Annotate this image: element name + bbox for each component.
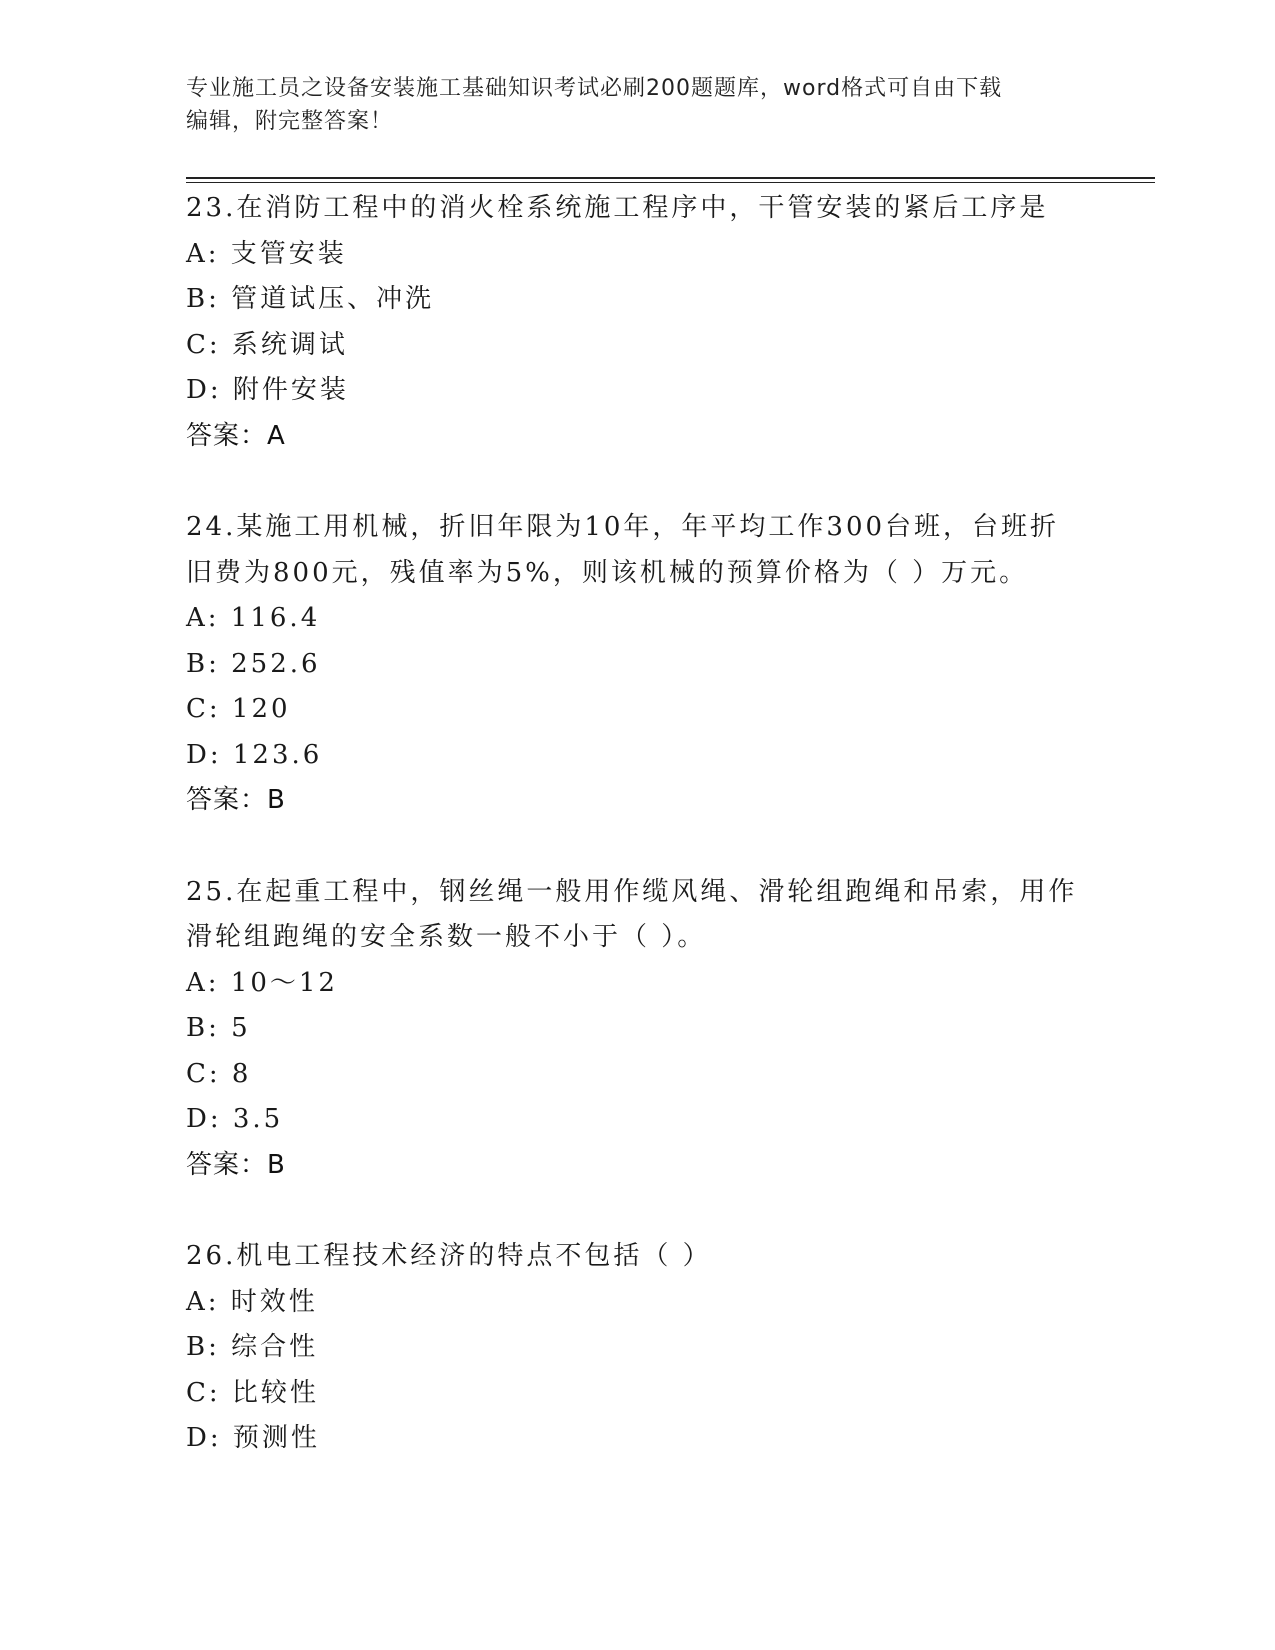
option-c: C: 系统调试 [186, 329, 348, 360]
header-line-2: 编辑，附完整答案！ [186, 109, 394, 134]
option-c: C: 120 [186, 694, 291, 724]
option-c: C: 8 [186, 1058, 252, 1089]
header-line-1: 专业施工员之设备安装施工基础知识考试必刷200题题库，word格式可自由下载 [186, 76, 1003, 101]
option-b: B: 252.6 [186, 648, 321, 679]
question-24 [186, 505, 1086, 824]
option-c: C: 比较性 [186, 1377, 319, 1408]
question-stem-line-2: 旧费为800元，残值率为5%，则该机械的预算价格为（ ）万元。 [186, 557, 1029, 588]
question-26 [186, 1234, 1086, 1462]
question-spacer [186, 1188, 1086, 1234]
option-d: D: 3.5 [186, 1104, 284, 1134]
header-divider-thin [186, 182, 1155, 183]
option-a: A: 10～12 [186, 967, 338, 998]
header-divider-thick [186, 177, 1155, 179]
option-d: D: 附件安装 [186, 375, 349, 405]
question-25 [186, 870, 1086, 1189]
option-d: D: 123.6 [186, 739, 323, 770]
question-stem-line-1: 25.在起重工程中，钢丝绳一般用作缆风绳、滑轮组跑绳和吊索，用作 [186, 876, 1078, 907]
option-b: B: 综合性 [186, 1332, 319, 1362]
option-b: B: 5 [186, 1013, 251, 1043]
answer-line: 答案：A [186, 420, 286, 451]
document-header [186, 72, 1066, 138]
question-stem-line-2: 滑轮组跑绳的安全系数一般不小于（ ）。 [186, 922, 707, 952]
answer-line: 答案：B [186, 785, 286, 815]
question-stem: 26.机电工程技术经济的特点不包括（ ） [186, 1241, 712, 1271]
question-stem-line-1: 24.某施工用机械，折旧年限为10年，年平均工作300台班，台班折 [186, 512, 1060, 542]
question-stem: 23.在消防工程中的消火栓系统施工程序中，干管安装的紧后工序是 [186, 193, 1049, 223]
option-a: A: 支管安装 [186, 238, 347, 269]
question-list [186, 186, 1086, 1462]
answer-line: 答案：B [186, 1149, 286, 1180]
option-a: A: 116.4 [186, 603, 321, 633]
question-spacer [186, 459, 1086, 505]
option-d: D: 预测性 [186, 1423, 320, 1453]
option-a: A: 时效性 [186, 1286, 318, 1317]
option-b: B: 管道试压、冲洗 [186, 284, 435, 314]
question-23 [186, 186, 1086, 459]
question-spacer [186, 824, 1086, 870]
